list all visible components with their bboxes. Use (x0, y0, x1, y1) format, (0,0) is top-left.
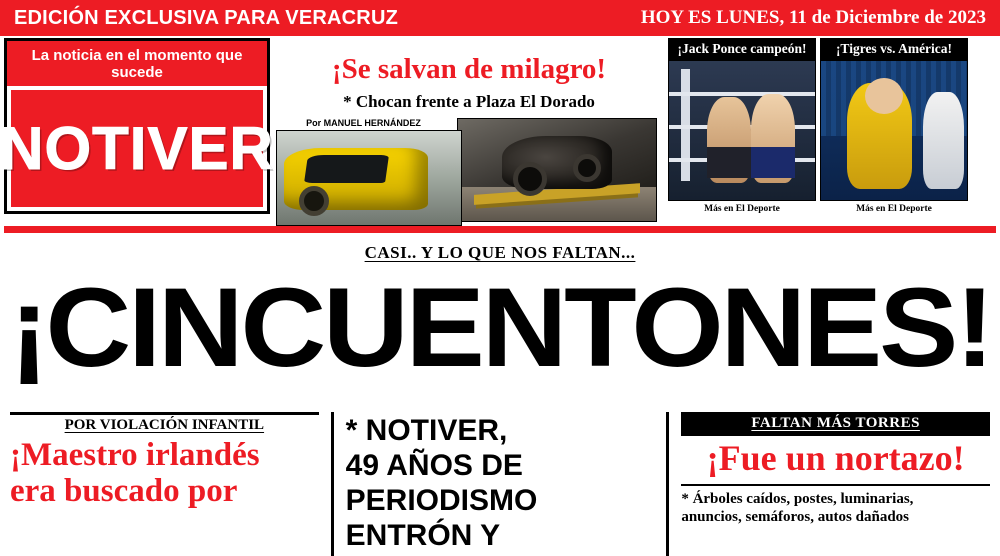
sports-title: ¡Tigres vs. América! (820, 38, 968, 61)
sports-card-boxing[interactable] (668, 38, 816, 214)
right-body-line2: anuncios, semáforos, autos dañados (681, 509, 910, 526)
center-line1: * NOTIVER, (345, 414, 508, 447)
boxer-shorts-shape (751, 147, 795, 178)
taxi-wheel-shape (299, 186, 329, 216)
taxi-amarillo-photo (276, 130, 462, 226)
main-kicker-text: CASI.. Y LO QUE NOS FALTAN... (364, 243, 636, 262)
sports-card-football[interactable] (820, 38, 968, 214)
lead-subhead: * Chocan frente a Plaza El Dorado (343, 92, 595, 112)
byline-author: Por MANUEL HERNÁNDEZ (306, 118, 421, 129)
left-headline-line2: era buscado por (10, 472, 238, 509)
sports-caption: Más en El Deporte (704, 204, 780, 214)
right-headline: ¡Fue un nortazo! (706, 438, 965, 478)
left-headline-line1: ¡Maestro irlandés (10, 437, 260, 473)
boxeo-photo (668, 61, 816, 201)
sports-title: ¡Jack Ponce campeón! (668, 38, 816, 61)
bottom-columns (4, 412, 996, 556)
main-headline-text: ¡CINCUENTONES! (8, 264, 992, 390)
right-body-line1: * Árboles caídos, postes, luminarias, (681, 490, 914, 507)
logo-wordmark (0, 90, 274, 207)
logo-slogan: La noticia en el momento que sucede (7, 41, 267, 86)
futbol-photo (820, 61, 968, 201)
center-line3: PERIODISMO (345, 484, 538, 517)
column-rule (10, 412, 319, 415)
lead-headline: ¡Se salvan de milagro! (331, 53, 607, 85)
red-divider (4, 226, 996, 233)
column-rule (681, 484, 990, 486)
wheel-shape (573, 154, 601, 182)
bottom-column-center[interactable] (340, 412, 661, 556)
masthead-row (0, 38, 1000, 223)
column-divider (666, 412, 669, 556)
center-line4: ENTRÓN Y (345, 519, 501, 552)
top-edition-bar (0, 0, 1000, 36)
center-line2: 49 AÑOS DE (345, 449, 523, 482)
bottom-column-right[interactable] (675, 412, 996, 556)
left-eyebrow: POR VIOLACIÓN INFANTIL (64, 417, 265, 433)
ring-rope-shape (669, 92, 815, 96)
stadium-shape (821, 61, 967, 200)
edition-label: EDICIÓN EXCLUSIVA PARA VERACRUZ (14, 6, 399, 29)
player-head-shape (865, 78, 903, 114)
sports-caption: Más en El Deporte (856, 204, 932, 214)
logo-wordmark-text: NOTIVER (0, 115, 274, 182)
taxi-window-shape (304, 155, 389, 183)
right-banner: FALTAN MÁS TORRES (681, 412, 990, 436)
column-divider (331, 412, 334, 556)
boxer-shorts-shape (707, 147, 751, 178)
notiver-logo-block[interactable] (0, 38, 274, 214)
ring-shape (669, 61, 815, 200)
player-white-shape (923, 92, 964, 189)
bottom-column-left[interactable] (4, 412, 325, 556)
date-label: HOY ES LUNES, 11 de Diciembre de 2023 (640, 7, 986, 28)
main-headline (0, 258, 1000, 398)
crash-photo (457, 118, 657, 222)
taxi-amarillo-photo-wrap (276, 130, 462, 226)
